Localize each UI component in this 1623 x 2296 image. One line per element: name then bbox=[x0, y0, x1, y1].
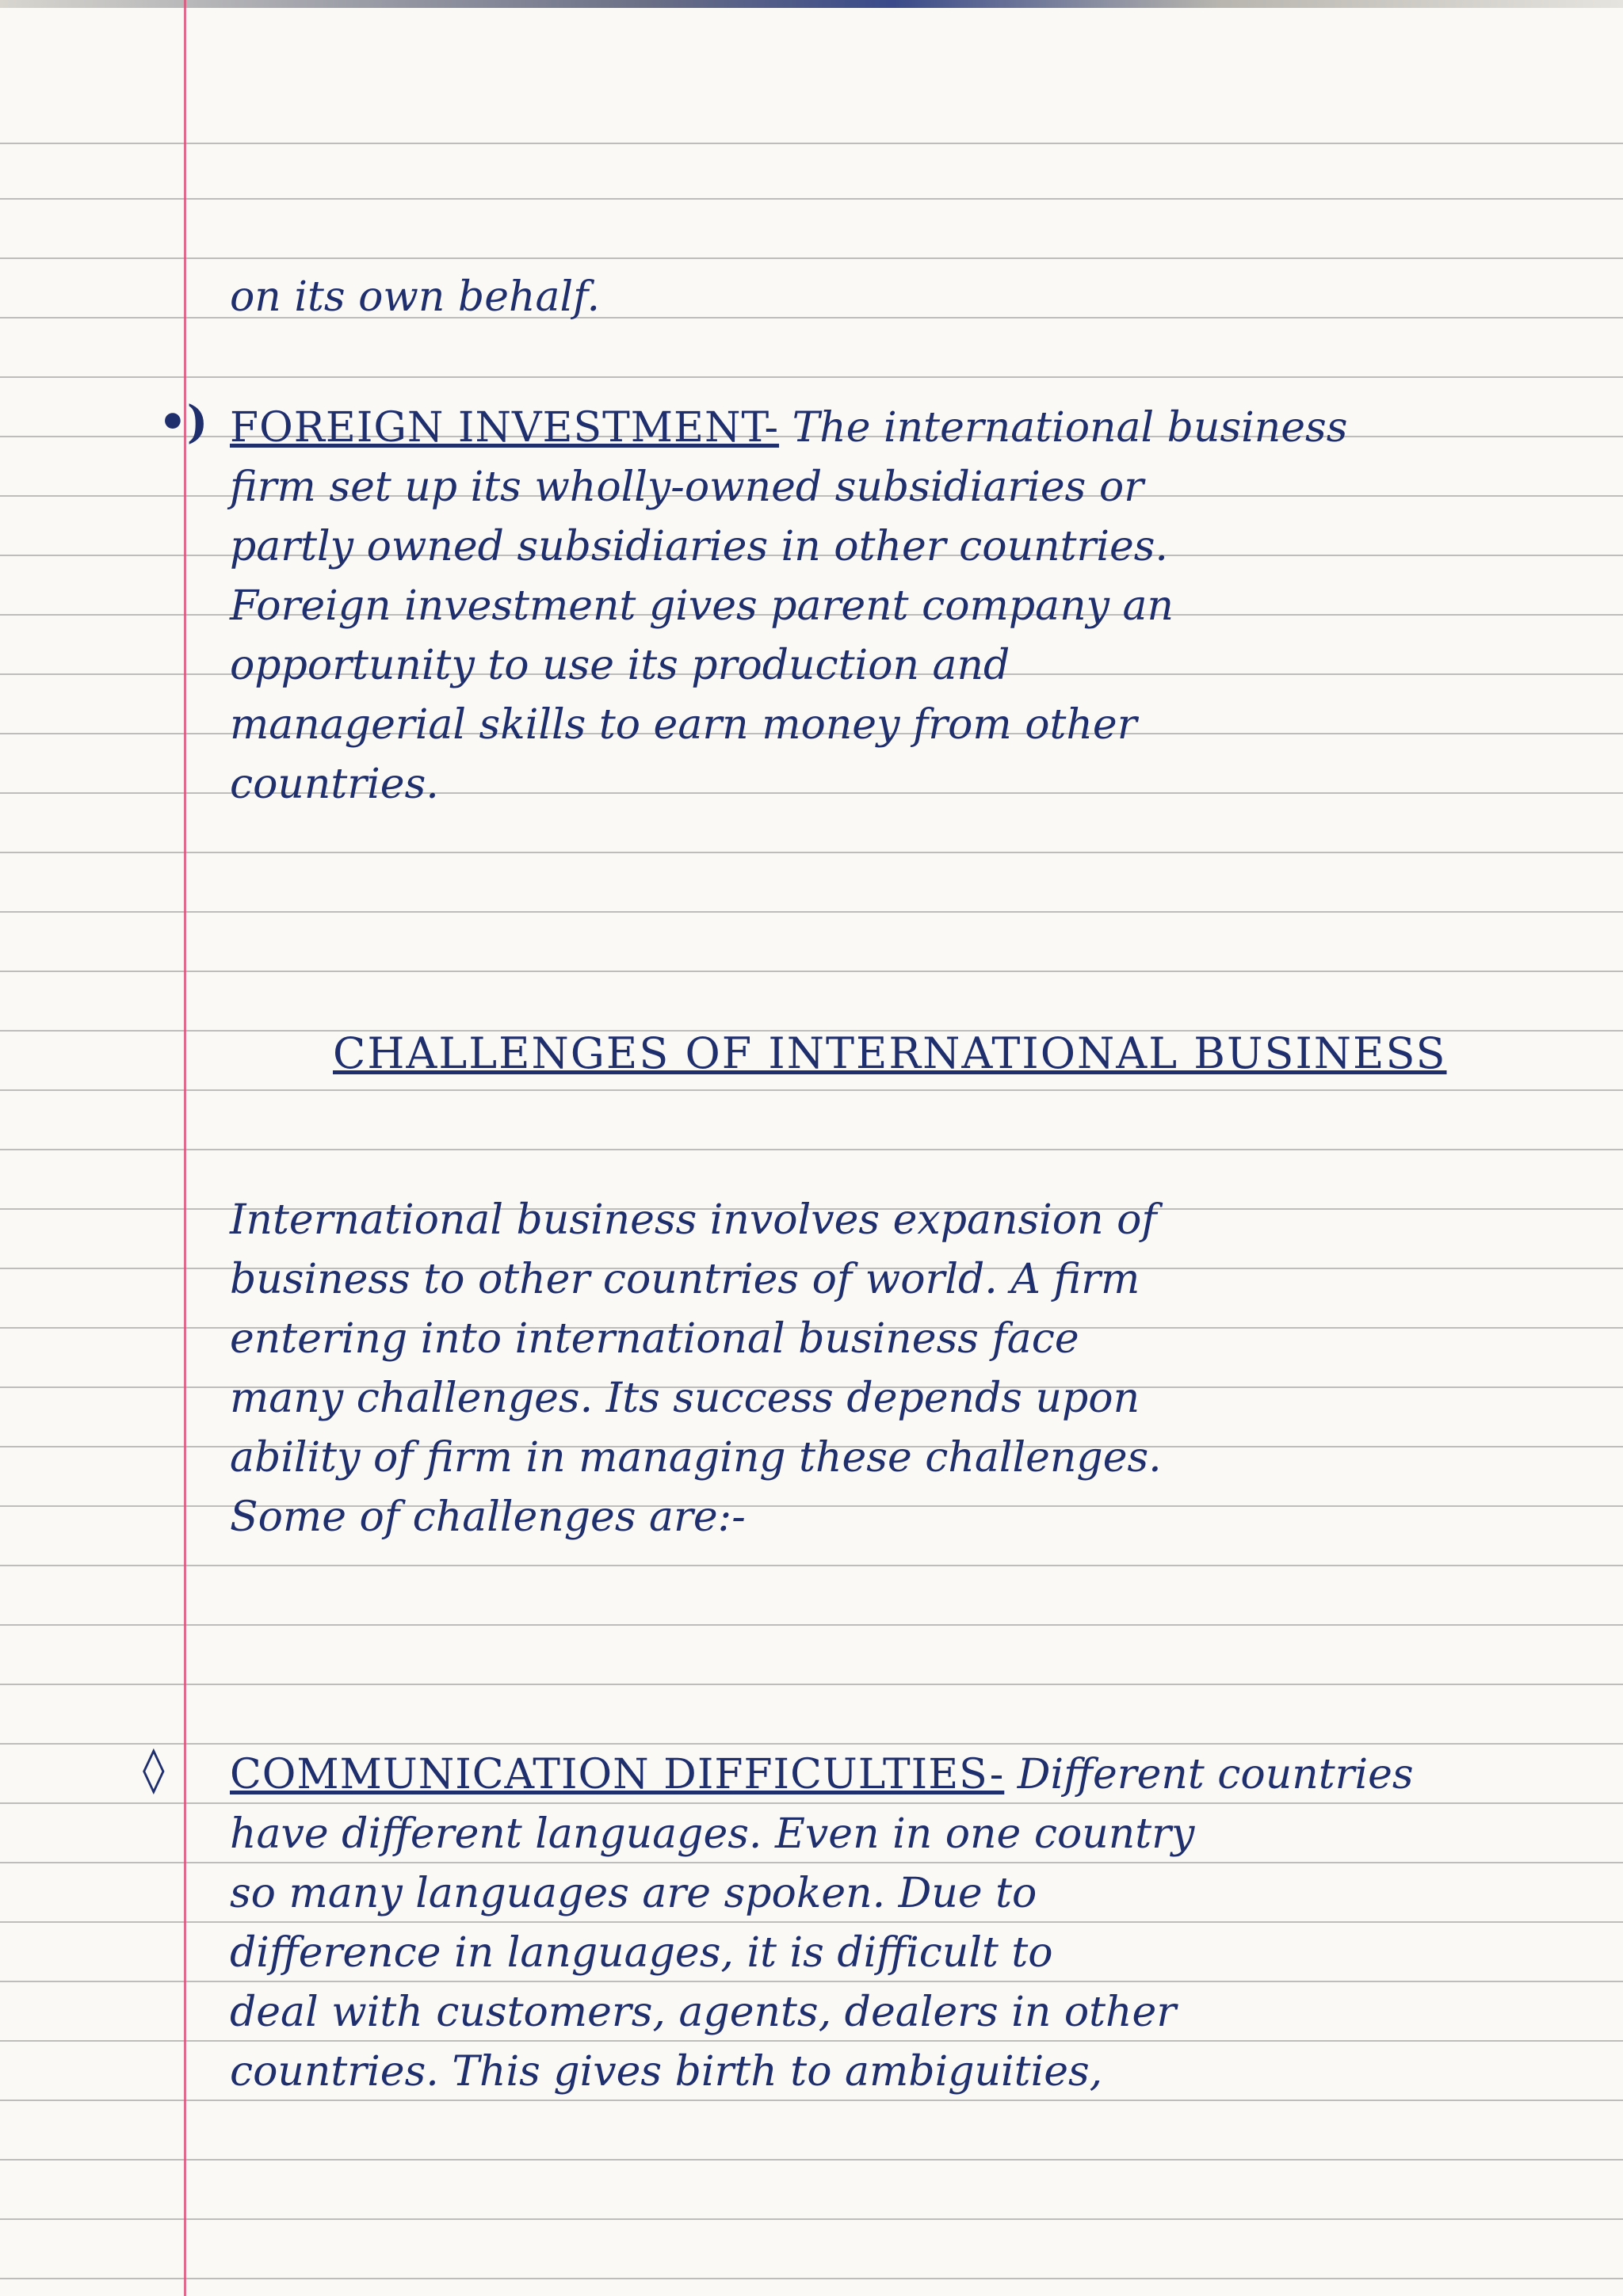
ruled-line bbox=[0, 143, 1623, 144]
text-line: partly owned subsidiaries in other countries. bbox=[230, 523, 1168, 570]
text-line: managerial skills to earn money from other bbox=[230, 701, 1137, 749]
ruled-line bbox=[0, 911, 1623, 913]
text-line: so many languages are spoken. Due to bbox=[230, 1870, 1037, 1917]
ruled-line bbox=[0, 1743, 1623, 1745]
ruled-line bbox=[0, 971, 1623, 972]
ruled-line bbox=[0, 1149, 1623, 1150]
text-line: entering into international business face bbox=[230, 1315, 1079, 1363]
ruled-line bbox=[0, 1921, 1623, 1923]
text-line: International business involves expansion of bbox=[230, 1196, 1157, 1244]
ruled-line bbox=[0, 1981, 1623, 1982]
text-line: difference in languages, it is difficult to bbox=[230, 1929, 1053, 1977]
text-line: business to other countries of world. A firm bbox=[230, 1256, 1140, 1303]
text-line: countries. bbox=[230, 761, 439, 808]
ruled-line bbox=[0, 1684, 1623, 1685]
ruled-line bbox=[0, 1802, 1623, 1804]
ruled-line bbox=[0, 2100, 1623, 2101]
text-fragment: The international business bbox=[779, 404, 1348, 452]
ruled-line bbox=[0, 2218, 1623, 2220]
ruled-line bbox=[0, 198, 1623, 200]
bullet-marker: ◊ bbox=[143, 1743, 165, 1795]
text-line: many challenges. Its success depends upon bbox=[230, 1375, 1140, 1422]
ruled-line bbox=[0, 1565, 1623, 1566]
ruled-line bbox=[0, 1862, 1623, 1863]
ruled-line bbox=[0, 852, 1623, 853]
text-line: have different languages. Even in one country bbox=[230, 1810, 1195, 1858]
text-line: ability of firm in managing these challenges. bbox=[230, 1434, 1162, 1482]
communication-difficulties-heading: COMMUNICATION DIFFICULTIES- bbox=[230, 1751, 1005, 1798]
foreign-investment-heading: FOREIGN INVESTMENT- bbox=[230, 404, 780, 452]
page-top-edge bbox=[0, 0, 1623, 8]
ruled-line bbox=[0, 1089, 1623, 1091]
ruled-line bbox=[0, 2278, 1623, 2279]
text-line: deal with customers, agents, dealers in other bbox=[230, 1989, 1177, 2036]
text-line: Foreign investment gives parent company an bbox=[230, 582, 1174, 630]
ruled-line bbox=[0, 2159, 1623, 2161]
ruled-line bbox=[0, 2040, 1623, 2042]
text-fragment: Different countries bbox=[1004, 1751, 1414, 1798]
communication-difficulties-line bbox=[230, 1747, 1591, 1802]
foreign-investment-line bbox=[230, 400, 1591, 456]
section-title: CHALLENGES OF INTERNATIONAL BUSINESS bbox=[333, 1028, 1447, 1078]
text-line: opportunity to use its production and bbox=[230, 642, 1010, 689]
text-line: on its own behalf. bbox=[230, 273, 601, 321]
ruled-line bbox=[0, 1624, 1623, 1626]
text-line: countries. This gives birth to ambiguities, bbox=[230, 2048, 1103, 2096]
text-line: Some of challenges are:- bbox=[230, 1493, 746, 1541]
section-heading bbox=[333, 1022, 1512, 1085]
bullet-marker: •) bbox=[158, 396, 208, 448]
text-line: firm set up its wholly-owned subsidiaries or bbox=[230, 463, 1144, 511]
ruled-line bbox=[0, 257, 1623, 259]
margin-line bbox=[184, 0, 186, 2296]
ruled-line bbox=[0, 376, 1623, 378]
